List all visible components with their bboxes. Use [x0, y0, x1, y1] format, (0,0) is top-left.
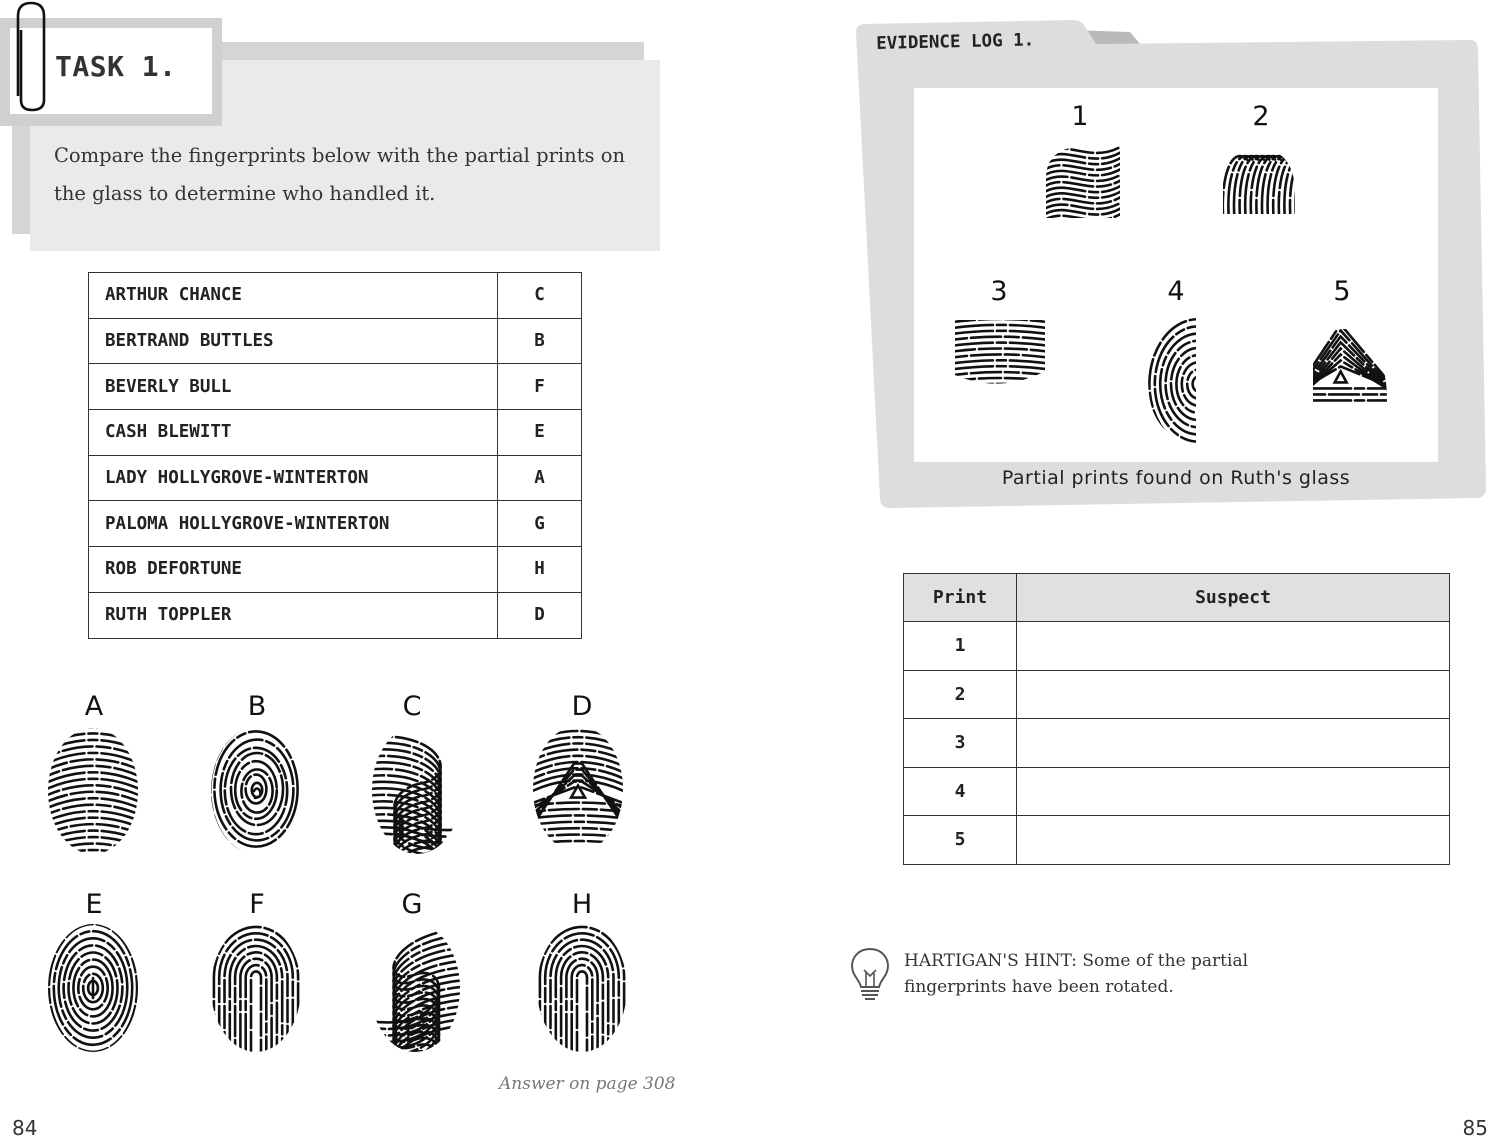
fingerprint-label-f: F — [249, 889, 265, 920]
page-number-right: 85 — [1462, 1116, 1488, 1140]
partial-print-5-icon — [1311, 318, 1389, 404]
table-row — [89, 410, 582, 456]
suspect-name: ROB DEFORTUNE — [89, 547, 498, 593]
lightbulb-icon — [848, 946, 892, 1004]
suspect-name: PALOMA HOLLYGROVE-WINTERTON — [89, 501, 498, 547]
print-number: 5 — [904, 816, 1017, 865]
fingerprint-f-icon — [209, 922, 303, 1054]
partial-print-1-icon — [1046, 146, 1122, 218]
suspect-code: D — [498, 592, 582, 638]
suspect-name: LADY HOLLYGROVE-WINTERTON — [89, 455, 498, 501]
table-row — [904, 622, 1450, 671]
suspect-code: G — [498, 501, 582, 547]
header-print: Print — [904, 574, 1017, 622]
fingerprint-label-c: C — [402, 691, 422, 722]
suspect-answer-cell[interactable] — [1017, 622, 1450, 671]
suspect-name: RUTH TOPPLER — [89, 592, 498, 638]
fingerprint-b-icon — [209, 726, 303, 856]
fingerprint-label-g: G — [401, 889, 423, 920]
suspect-code: A — [498, 455, 582, 501]
suspect-answer-cell[interactable] — [1017, 719, 1450, 768]
suspect-answer-cell[interactable] — [1017, 816, 1450, 865]
header-suspect: Suspect — [1017, 574, 1450, 622]
partial-print-label-3: 3 — [990, 276, 1008, 307]
page-number-left: 84 — [12, 1116, 38, 1140]
suspect-code: E — [498, 410, 582, 456]
partial-print-label-5: 5 — [1333, 276, 1351, 307]
fingerprint-c-icon — [370, 724, 464, 856]
fingerprint-label-d: D — [571, 691, 593, 722]
table-row — [89, 547, 582, 593]
suspect-code: H — [498, 547, 582, 593]
print-number: 4 — [904, 767, 1017, 816]
fingerprint-d-icon — [531, 724, 625, 854]
suspect-code: B — [498, 318, 582, 364]
fingerprint-a-icon — [46, 726, 140, 856]
paperclip-icon — [8, 0, 52, 112]
table-row — [89, 364, 582, 410]
print-number: 1 — [904, 622, 1017, 671]
table-row — [89, 273, 582, 319]
suspect-answer-cell[interactable] — [1017, 767, 1450, 816]
print-number: 3 — [904, 719, 1017, 768]
partial-print-2-icon — [1221, 146, 1297, 214]
task-title: TASK 1. — [55, 50, 177, 83]
table-row — [904, 719, 1450, 768]
suspect-name: ARTHUR CHANCE — [89, 273, 498, 319]
task-instructions: Compare the fingerprints below with the partial prints on the glass to determine who handled it. — [54, 144, 626, 205]
partial-print-3-icon — [953, 318, 1047, 394]
partial-print-4-icon — [1146, 314, 1198, 446]
suspect-answer-cell[interactable] — [1017, 670, 1450, 719]
table-header-row — [904, 574, 1450, 622]
table-row — [89, 501, 582, 547]
answer-note: Answer on page 308 — [499, 1074, 676, 1094]
suspect-table — [88, 272, 582, 639]
suspect-code: F — [498, 364, 582, 410]
partial-print-label-4: 4 — [1167, 276, 1185, 307]
answer-table — [903, 573, 1450, 865]
table-row — [904, 767, 1450, 816]
fingerprint-label-b: B — [247, 691, 267, 722]
suspect-name: CASH BLEWITT — [89, 410, 498, 456]
fingerprint-label-a: A — [84, 691, 104, 722]
fingerprint-e-icon — [46, 922, 140, 1054]
hint-text: HARTIGAN'S HINT: Some of the partial fingerprints have been rotated. — [904, 951, 1249, 997]
evidence-log-title: EVIDENCE LOG 1. — [876, 30, 1035, 54]
print-number: 2 — [904, 670, 1017, 719]
partial-print-label-1: 1 — [1071, 101, 1089, 132]
table-row — [89, 318, 582, 364]
table-row — [89, 592, 582, 638]
suspect-name: BERTRAND BUTTLES — [89, 318, 498, 364]
evidence-caption: Partial prints found on Ruth's glass — [1001, 467, 1351, 489]
suspect-code: C — [498, 273, 582, 319]
fingerprint-label-h: H — [571, 889, 593, 920]
table-row — [904, 670, 1450, 719]
table-row — [89, 455, 582, 501]
suspect-name: BEVERLY BULL — [89, 364, 498, 410]
fingerprint-label-e: E — [85, 889, 103, 920]
fingerprint-h-icon — [535, 922, 629, 1054]
table-row — [904, 816, 1450, 865]
fingerprint-g-icon — [368, 922, 462, 1054]
partial-print-label-2: 2 — [1252, 101, 1270, 132]
